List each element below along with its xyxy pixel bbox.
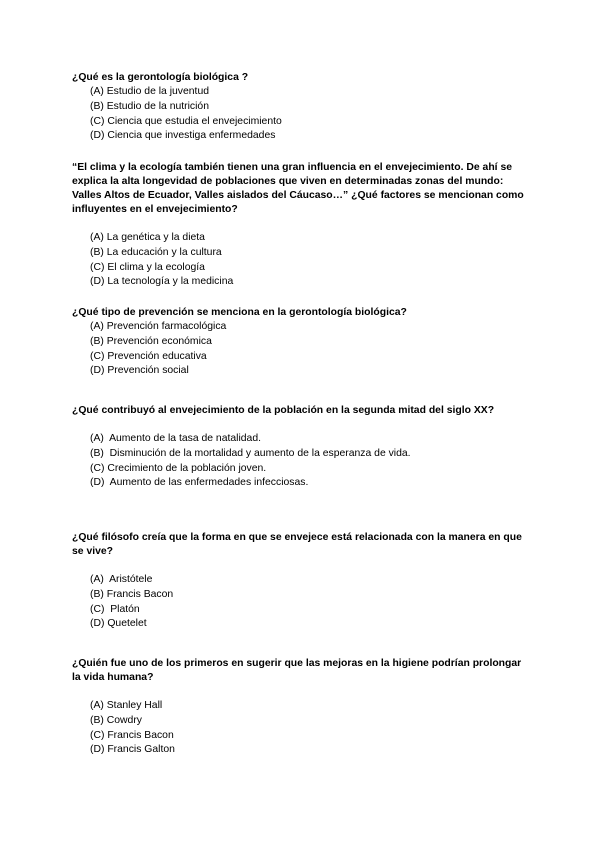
option-text: Prevención educativa	[107, 350, 207, 362]
option-letter: (B)	[90, 714, 104, 726]
option-text: Quetelet	[107, 618, 147, 630]
question-text: ¿Qué es la gerontología biológica ?	[72, 72, 249, 83]
question-text: ¿Qué contribuyó al envejecimiento de la población en la segunda mitad del siglo XX?	[72, 405, 495, 416]
option-item	[72, 588, 532, 603]
option-text: Ciencia que investiga enfermedades	[107, 130, 276, 142]
option-text: La genética y la dieta	[106, 232, 205, 243]
option-letter: (D)	[90, 618, 105, 630]
option-text: Crecimiento de la población joven.	[107, 462, 267, 474]
option-item	[72, 617, 532, 632]
option-text: La educación y la cultura	[106, 246, 222, 258]
question-block	[72, 71, 532, 144]
question-text: “El clima y la ecología también tienen una gran influencia en el envejecimiento. De ahí se explica la alta longevidad de poblaciones que viven en determinadas zonas del mundo: Valles Altos de Ecuador, Valles aislados del Cáucaso…” ¿Qué factores se mencionan como influyentes en el envejecimiento?	[72, 162, 524, 215]
option-item	[72, 100, 532, 115]
option-text: Aristótele	[109, 574, 153, 585]
option-letter: (D)	[90, 744, 105, 756]
option-text: Ciencia que estudia el envejecimiento	[107, 115, 282, 127]
option-item	[72, 699, 532, 714]
option-item	[72, 115, 532, 130]
option-item	[72, 447, 532, 462]
option-item	[72, 231, 532, 246]
option-item	[72, 714, 532, 729]
option-letter: (A)	[90, 321, 104, 332]
option-text: Francis Galton	[107, 744, 175, 756]
option-letter: (B)	[90, 246, 104, 258]
option-letter: (A)	[90, 86, 104, 97]
option-letter: (B)	[90, 335, 104, 347]
option-item	[72, 129, 532, 144]
option-text: Estudio de la nutrición	[106, 100, 209, 112]
option-text: El clima y la ecología	[107, 261, 205, 273]
options-list	[72, 85, 532, 144]
option-letter: (D)	[90, 365, 105, 377]
option-item	[72, 275, 532, 290]
option-letter: (C)	[90, 603, 105, 615]
question-block	[72, 161, 532, 290]
options-list	[72, 432, 532, 491]
option-text: Prevención económica	[106, 335, 212, 347]
option-item	[72, 350, 532, 365]
option-item	[72, 261, 532, 276]
option-letter: (D)	[90, 477, 105, 489]
option-letter: (B)	[90, 447, 104, 459]
option-item	[72, 743, 532, 758]
option-letter: (B)	[90, 100, 104, 112]
options-list	[72, 320, 532, 379]
option-item	[72, 364, 532, 379]
option-letter: (C)	[90, 729, 105, 741]
option-text: Aumento de las enfermedades infecciosas.	[109, 477, 309, 489]
option-letter: (C)	[90, 462, 105, 474]
option-text: Francis Bacon	[107, 729, 174, 741]
question-block	[72, 531, 532, 632]
option-item	[72, 462, 532, 477]
option-letter: (A)	[90, 700, 104, 711]
option-letter: (C)	[90, 261, 105, 273]
option-item	[72, 85, 532, 100]
option-text: Prevención farmacológica	[106, 321, 227, 332]
options-list	[72, 699, 532, 758]
option-letter: (A)	[90, 232, 104, 243]
option-item	[72, 603, 532, 618]
option-text: Disminución de la mortalidad y aumento de la esperanza de vida.	[109, 447, 411, 459]
option-item	[72, 476, 532, 491]
option-text: Platón	[110, 603, 140, 615]
question-text: ¿Quién fue uno de los primeros en sugerir que las mejoras en la higiene podrían prolongar la vida humana?	[72, 658, 522, 683]
option-item	[72, 729, 532, 744]
question-block	[72, 306, 532, 379]
option-item	[72, 573, 532, 588]
question-block	[72, 404, 532, 491]
options-list	[72, 573, 532, 632]
option-item	[72, 432, 532, 447]
option-letter: (D)	[90, 276, 105, 288]
option-letter: (C)	[90, 350, 105, 362]
options-list	[72, 231, 532, 290]
option-letter: (C)	[90, 115, 105, 127]
option-letter: (B)	[90, 588, 104, 600]
question-text: ¿Qué tipo de prevención se menciona en la gerontología biológica?	[72, 307, 407, 318]
option-text: La tecnología y la medicina	[107, 276, 234, 288]
option-text: Estudio de la juventud	[106, 86, 209, 97]
option-letter: (A)	[90, 574, 104, 585]
option-text: Aumento de la tasa de natalidad.	[109, 433, 261, 444]
option-item	[72, 246, 532, 261]
option-text: Francis Bacon	[106, 588, 174, 600]
option-letter: (A)	[90, 433, 104, 444]
option-text: Cowdry	[106, 714, 142, 726]
option-letter: (D)	[90, 130, 105, 142]
option-item	[72, 320, 532, 335]
question-block	[72, 657, 532, 758]
option-item	[72, 335, 532, 350]
question-text: ¿Qué filósofo creía que la forma en que se envejece está relacionada con la manera en que se vive?	[72, 532, 522, 557]
option-text: Stanley Hall	[106, 700, 163, 711]
option-text: Prevención social	[107, 365, 189, 377]
